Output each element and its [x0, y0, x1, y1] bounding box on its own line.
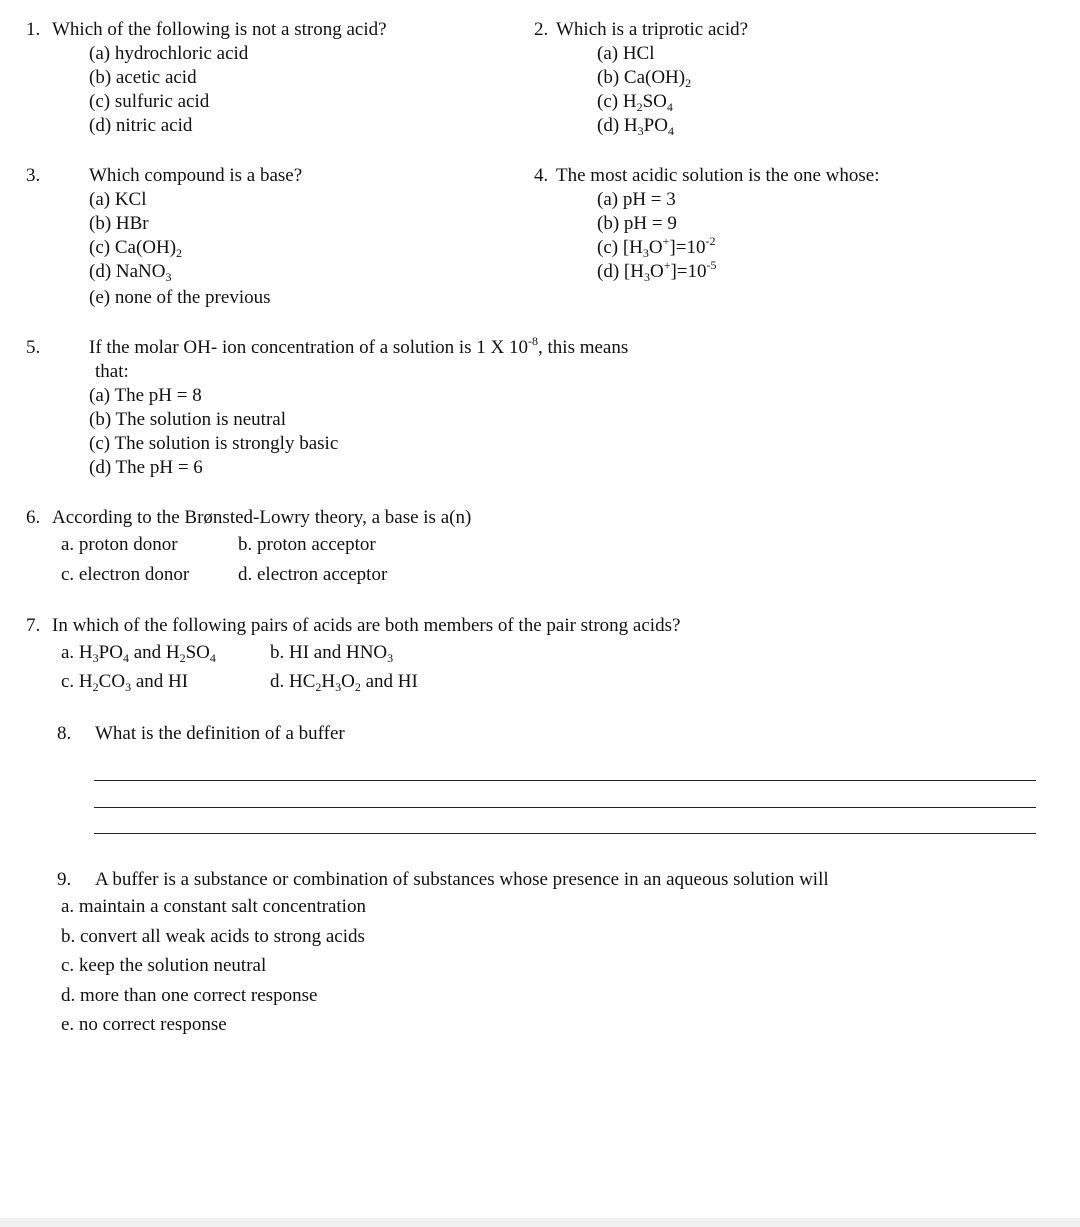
q8-stem: What is the definition of a buffer: [95, 723, 345, 744]
q8-answer-line[interactable]: [94, 807, 1036, 808]
q3-option-d: (d) NaNO$_3$: [89, 261, 172, 284]
q5-option-c: (c) The solution is strongly basic: [89, 433, 339, 454]
q6-number: 6.: [26, 507, 41, 528]
q4-option-c: (c) $[H_3O^+]=10^{-2}$: [597, 234, 716, 260]
q8-answer-line[interactable]: [94, 780, 1036, 781]
q4-stem: The most acidic solution is the one whose:: [556, 165, 880, 186]
q2-option-a: (a) HCl: [597, 43, 655, 64]
q7-option-d: d. $HC_2H_3O_2$ and HI: [270, 671, 418, 694]
q5-stem-continued: that:: [95, 361, 129, 382]
q3-option-e: (e) none of the previous: [89, 287, 271, 308]
q5-option-b: (b) The solution is neutral: [89, 409, 287, 430]
q3-number: 3.: [26, 165, 41, 186]
q4-option-d: (d) $[H_3O^+]=10^{-5}$: [597, 258, 717, 284]
q9-stem: A buffer is a substance or combination of substances whose presence in an aqueous solution will: [95, 869, 829, 890]
q9-option-c: c. keep the solution neutral: [61, 955, 267, 976]
q2-option-c: (c) $H_2SO_4$: [597, 91, 673, 114]
q5-option-d: (d) The pH = 6: [89, 457, 203, 478]
q6-option-b: b. proton acceptor: [238, 534, 376, 555]
q5-option-a: (a) The pH = 8: [89, 385, 202, 406]
q2-stem: Which is a triprotic acid?: [556, 19, 749, 40]
q6-option-a: a. proton donor: [61, 534, 178, 555]
q2-number: 2.: [534, 19, 549, 40]
q3-stem: Which compound is a base?: [89, 165, 303, 186]
q6-option-d: d. electron acceptor: [238, 564, 388, 585]
q6-option-c: c. electron donor: [61, 564, 190, 585]
q8-answer-line[interactable]: [94, 833, 1036, 834]
q3-option-c: (c) $Ca(OH)_2$: [89, 237, 183, 260]
q9-option-b: b. convert all weak acids to strong acids: [61, 926, 365, 947]
q9-option-a: a. maintain a constant salt concentration: [61, 896, 366, 917]
q3-option-b: (b) HBr: [89, 213, 149, 234]
q1-stem: Which of the following is not a strong acid?: [52, 19, 387, 40]
q3-option-a: (a) KCl: [89, 189, 147, 210]
q1-option-c: (c) sulfuric acid: [89, 91, 210, 112]
q5-number: 5.: [26, 337, 41, 358]
q7-number: 7.: [26, 615, 41, 636]
q7-option-b: b. HI and $HNO_3$: [270, 642, 394, 665]
q6-stem: According to the Brønsted-Lowry theory, a base is a(n): [52, 507, 472, 528]
q7-stem: In which of the following pairs of acids are both members of the pair strong acids?: [52, 615, 681, 636]
q1-option-d: (d) nitric acid: [89, 115, 193, 136]
q9-option-e: e. no correct response: [61, 1014, 227, 1035]
q9-number: 9.: [57, 869, 72, 890]
page-bottom-edge: [0, 1218, 1080, 1227]
q1-number: 1.: [26, 19, 41, 40]
q1-option-b: (b) acetic acid: [89, 67, 197, 88]
q1-option-a: (a) hydrochloric acid: [89, 43, 249, 64]
q4-option-a: (a) pH = 3: [597, 189, 676, 210]
q5-stem: If the molar OH- ion concentration of a solution is 1 X $10^{-8}$, this means: [89, 334, 629, 358]
q4-number: 4.: [534, 165, 549, 186]
q4-option-b: (b) pH = 9: [597, 213, 677, 234]
q2-option-d: (d) $H_3PO_4$: [597, 115, 674, 138]
q7-option-c: c. $H_2CO_3$ and HI: [61, 671, 189, 694]
q7-option-a: a. $H_3PO_4$ and $H_2SO_4$: [61, 642, 216, 665]
q9-option-d: d. more than one correct response: [61, 985, 318, 1006]
q8-number: 8.: [57, 723, 72, 744]
q2-option-b: (b) $Ca(OH)_2$: [597, 67, 692, 90]
